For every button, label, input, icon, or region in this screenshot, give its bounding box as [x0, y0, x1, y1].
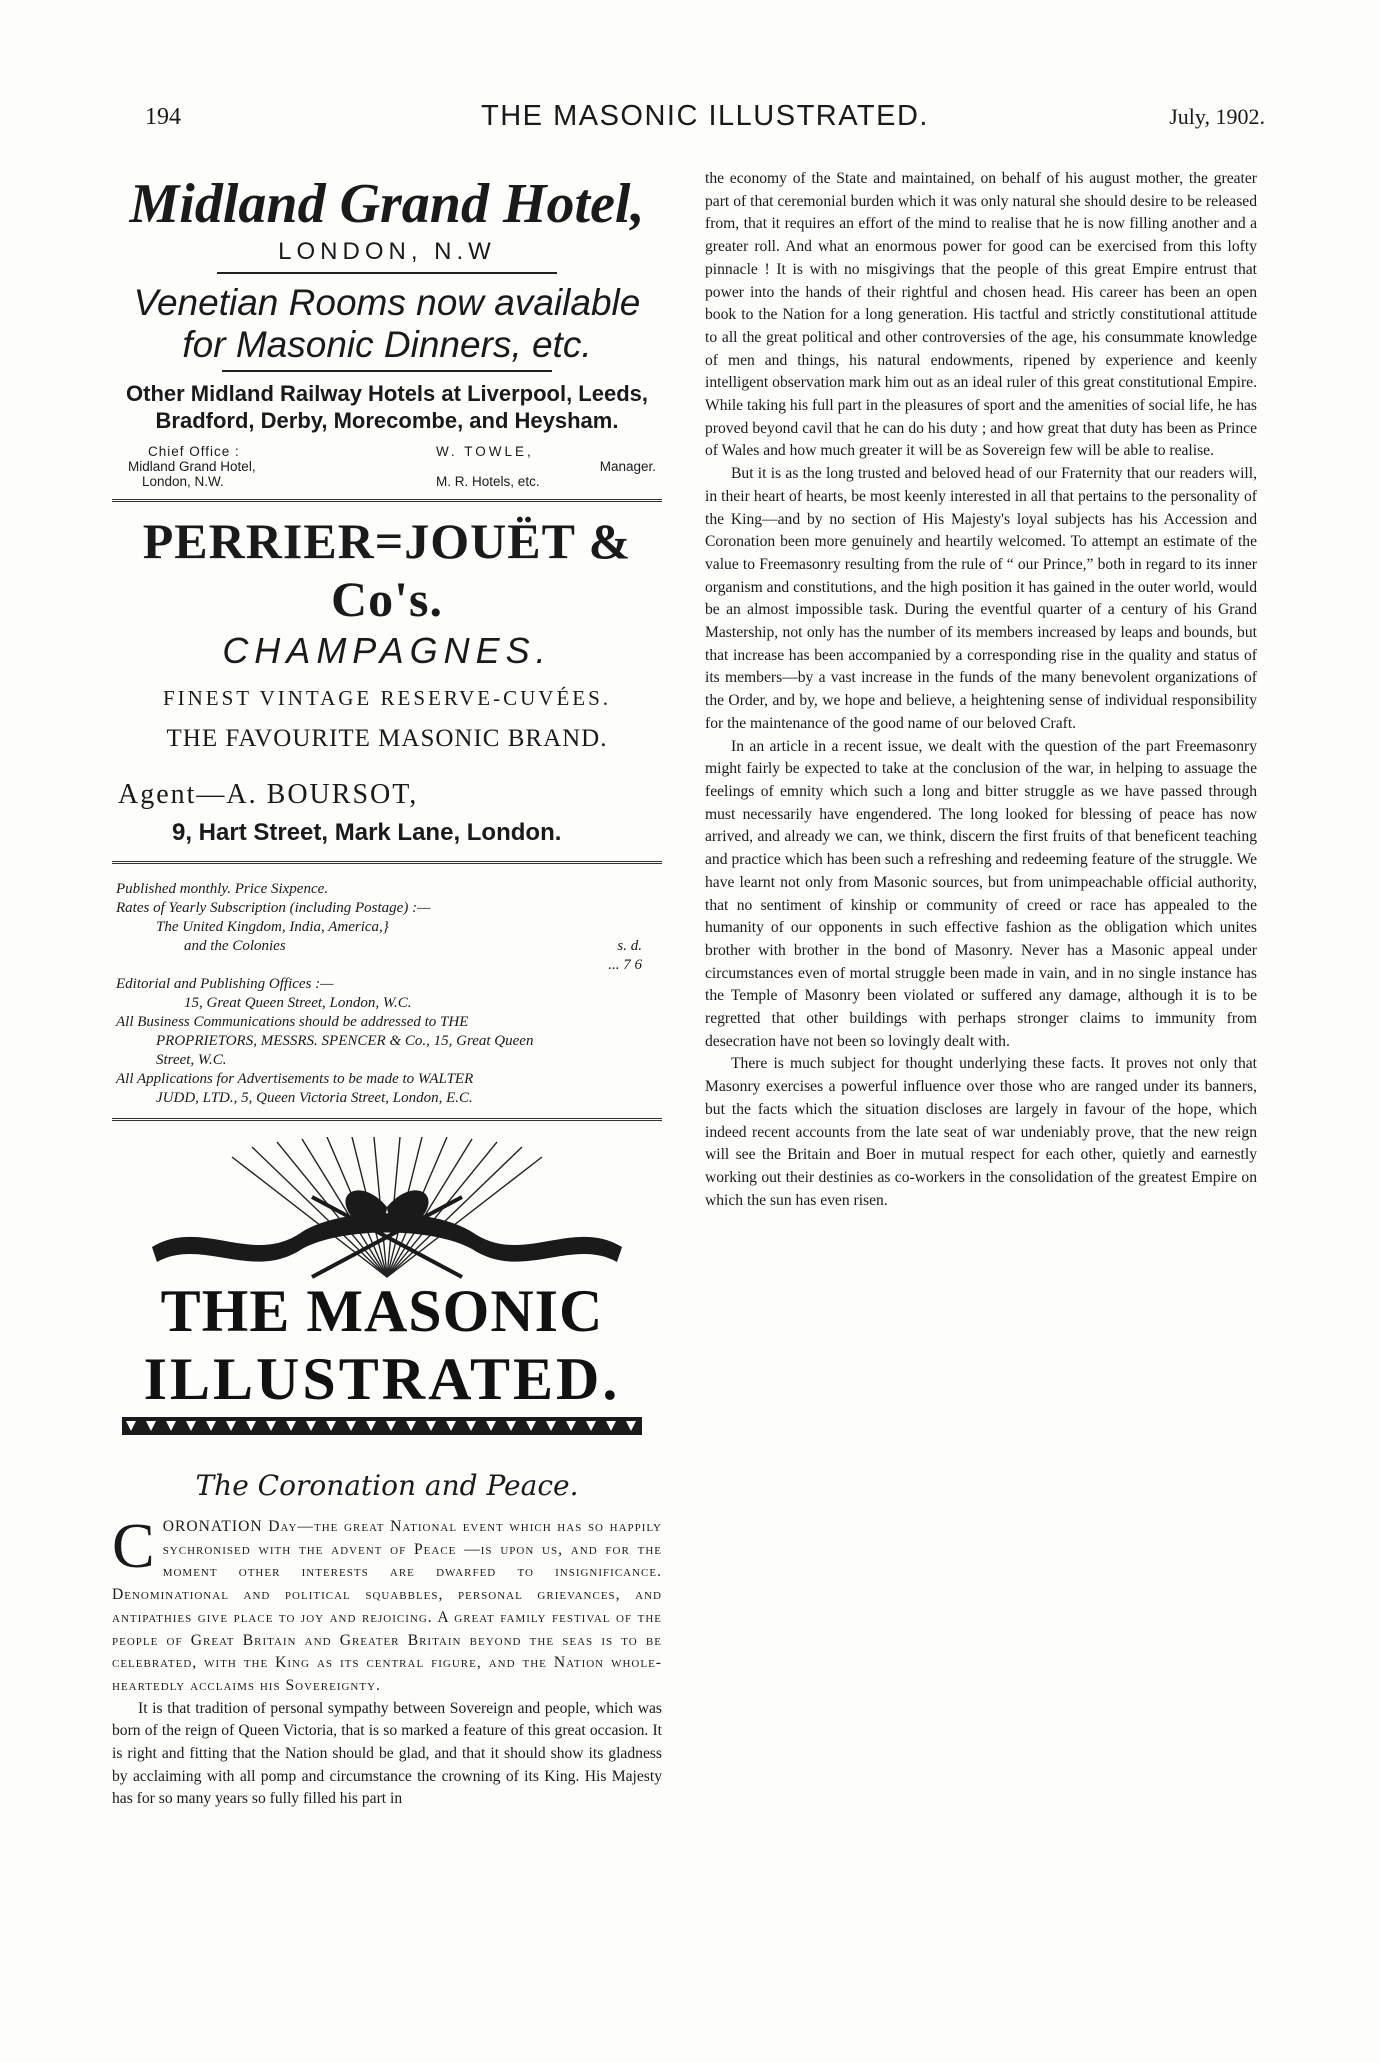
article-body-left: [112, 1510, 662, 1811]
divider: [112, 1118, 662, 1121]
divider: [222, 370, 552, 372]
champagne-vintage: FINEST VINTAGE RESERVE-CUVÉES.: [162, 686, 612, 710]
chief-office: Chief Office : Midland Grand Hotel, London, N.W.: [128, 444, 256, 489]
divider: [112, 861, 662, 864]
article-paragraph: the economy of the State and maintained, on behalf of his august mother, the greater part of that ceremonial burden which it was only natural she should desire to be released from, that it requires an effort of the mind to realise that he is now filling another and a greater roll. And what an enormous power for good can be exercised from this lofty pinnacle ! It is with no misgivings that the people of this great Empire entrust that power into the hands of their rightful and chosen head. His career has been an open book to the Nation for a long generation. His tactful and strictly constitutional attitude to all the great political and other controversies of the age, his consummate knowledge of men and things, his natural endowments, ripened by experience and keenly intelligent observation mark him out as an ideal ruler of this great constitutional Empire. While taking his full part in the pleasures of sport and the amenities of social life, he has proved beyond cavil that he can do his duty ; and how great that duty has been as Prince of Wales and how much greater it will be as Sovereign few will be able to realise.: [705, 170, 1257, 460]
champagne-advertisement: [112, 512, 662, 847]
article-paragraph: There is much subject for thought underlying these facts. It proves not only that Masonry exercises a powerful influence over those who are ranged under its banners, but the facts which the situation discloses are largely in favour of the hope, which indeed recent accounts from the late seat of war undeniably prove, that the new reign will see the Britain and Boer in mutual respect for each other, quietly and earnestly working out their destinies as co-workers in the consolidation of the greatest Empire on which the sun has even risen.: [705, 1055, 1257, 1209]
champagne-product: CHAMPAGNES.: [222, 630, 552, 671]
page-header: [145, 100, 1265, 140]
manager: W. TOWLE, Manager. M. R. Hotels, etc.: [436, 444, 656, 489]
hotel-location: LONDON, N.W: [278, 238, 496, 265]
venetian-rooms-notice: Venetian Rooms now available for Masonic Dinners, etc.: [133, 282, 641, 365]
left-column: [112, 168, 662, 1811]
divider: [112, 499, 662, 502]
page-number: 194: [145, 104, 181, 130]
emblem-title-line2: ILLUSTRATED.: [143, 1346, 621, 1412]
other-hotels: Other Midland Railway Hotels at Liverpool, Leeds, Bradford, Derby, Morecombe, and Heysham.: [126, 381, 648, 433]
running-title: THE MASONIC ILLUSTRATED.: [481, 100, 929, 132]
article-paragraph: But it is as the long trusted and beloved head of our Fraternity that our readers will, in their heart of hearts, be most keenly interested in all that pertains to the personality of the King—and by no section of His Majesty's loyal subjects has his Accession and Coronation been more genuinely and heartily welcomed. To attempt an estimate of the value to Freemasonry resulting from the rule of “ our Prince,” both in regard to its inner organism and constitutions, and the high position it has gained in the outer world, would be an almost impossible task. During the eventful quarter of a century of his Grand Mastership, not only has the number of its members increased by leaps and bounds, but that increase has been accompanied by a corresponding rise in the quality and status of its members—by a vast increase in the funds of the many benevolent organizations of the Order, and by, we hope and believe, a heightening sense of individual responsibility for the maintenance of the good name of our beloved Craft.: [705, 465, 1257, 732]
hotel-name: Midland Grand Hotel,: [129, 173, 645, 235]
champagne-brand: PERRIER=JOUËT & Co's.: [142, 513, 632, 627]
champagne-agent: Agent—A. BOURSOT,: [118, 779, 419, 810]
publication-notice: Published monthly. Price Sixpence. Rates of Yearly Subscription (including Postage) :— The United Kingdom, India, America,} and the Colonies s. d. ... 7 6 Editorial and Publishing Offices :— 15, Great Queen Street, London, W.C. All Business Communications should be addressed to THE PROPRIETORS, MESSRS. SPENCER & Co., 15, Great Queen Street, W.C. All Applications for Advertisements to be made to WALTER JUDD, LTD., 5, Queen Victoria Street, London, E.C.: [116, 881, 642, 1106]
masthead-emblem: [112, 1137, 662, 1457]
champagne-tagline: THE FAVOURITE MASONIC BRAND.: [166, 725, 608, 752]
article-paragraph: CORONATION Day—the great National event which has so happily sychronised with the advent of Peace —is upon us, and for the moment other interests are dwarfed to insignificance. Denominational and political squabbles, personal grievances, and antipathies give place to joy and rejoicing. A great family festival of the people of Great Britain and Greater Britain beyond the seas is to be celebrated, with the King as its central figure, and the Nation whole-heartedly acclaims his Sovereignty.: [112, 1510, 662, 1694]
drop-cap: C: [112, 1510, 155, 1581]
article-paragraph: In an article in a recent issue, we dealt with the question of the part Freemasonry might fairly be expected to take at the conclusion of the war, in helping to assuage the feelings of emnity which such a long and bitter struggle as we have passed through must necessarily have engendered. The long looked for blessing of peace has now arrived, and already we can, we think, discern the first fruits of that beneficent teaching and practice which has been such a refreshing and redeeming feature of the struggle. We have learnt not only from Masonic sources, but from unimpeachable official authority, that no sentiment of kinship or community of creed or race has appealed to the humanity of our opponents in such effective fashion as the obligation which unites brother with brother in the bond of Masonry. Never has a Masonic appeal under circumstances even of mortal struggle been made in vain, and in no single instance has the Temple of Masonry been violated or suffered any damage, although it is to be regretted that other buildings with perhaps stronger claims to immunity from desecration have not been so lovingly dealt with.: [705, 737, 1257, 1050]
article-title: The Coronation and Peace.: [195, 1469, 579, 1502]
right-column: [705, 168, 1257, 1212]
divider: [217, 272, 557, 274]
article-paragraph: It is that tradition of personal sympathy between Sovereign and people, which was born of the reign of Queen Victoria, that is so marked a feature of this great occasion. It is right and fitting that the Nation should be glad, and that it should show its gladness by acclaiming with all pomp and circumstance the crowning of its King. His Majesty has for so many years so fully filled his part in: [112, 1699, 662, 1808]
article-body-right: [705, 168, 1257, 1212]
champagne-address: 9, Hart Street, Mark Lane, London.: [172, 819, 562, 846]
issue-date: July, 1902.: [1169, 104, 1265, 129]
emblem-title-line1: THE MASONIC: [160, 1278, 604, 1344]
hotel-advertisement: [112, 172, 662, 489]
office-details: [112, 444, 662, 489]
